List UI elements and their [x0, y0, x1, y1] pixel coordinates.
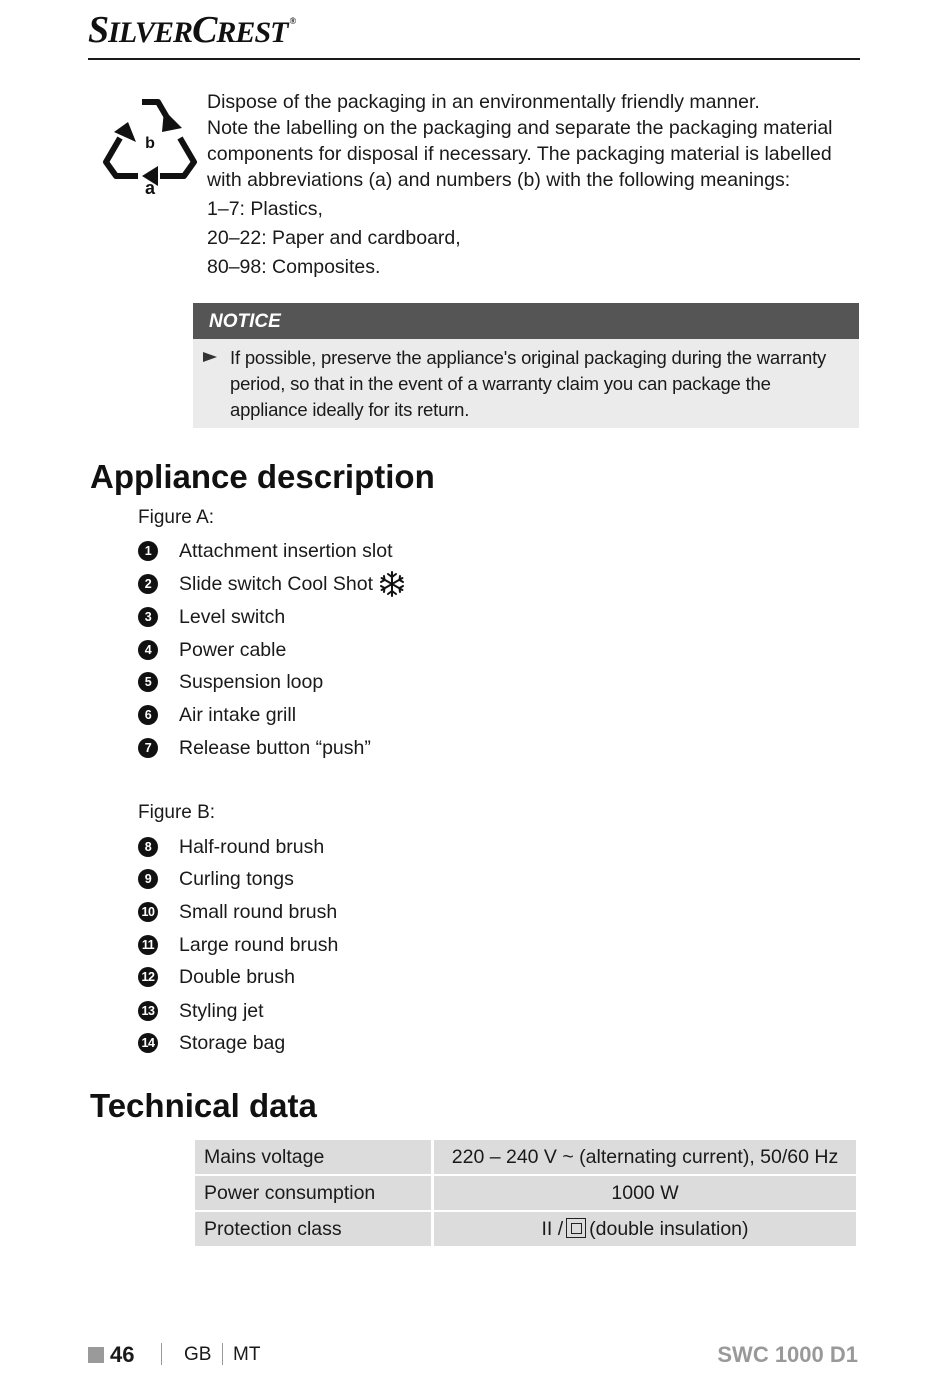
page-number: 46 — [110, 1342, 135, 1367]
item-number: 11 — [138, 935, 158, 955]
double-insulation-icon — [566, 1218, 586, 1238]
table-row — [195, 1212, 856, 1248]
technical-data-table — [195, 1140, 856, 1248]
language-gb: GB — [184, 1344, 212, 1365]
recycle-label-a: a — [144, 178, 156, 198]
item-number: 6 — [138, 705, 158, 725]
item-number: 7 — [138, 738, 158, 758]
item-label: Attachment insertion slot — [179, 539, 393, 562]
item-label: Styling jet — [179, 999, 264, 1022]
spec-label: Power consumption — [195, 1176, 431, 1212]
appliance-description-heading: Appliance description — [90, 458, 435, 495]
packaging-codes — [207, 196, 461, 283]
technical-data-heading: Technical data — [90, 1087, 317, 1124]
code-paper: 20–22: Paper and cardboard, — [207, 227, 461, 249]
disposal-line: Note the labelling on the packaging and separate the packaging material components for disposal if necessary. The packaging material is labelled with abbreviations (a) and numbers (b) with the following meanings: — [207, 117, 833, 191]
item-label: Slide switch Cool Shot — [179, 572, 374, 595]
item-label: Power cable — [179, 638, 287, 661]
list-item — [138, 635, 286, 665]
spec-value: 1000 W — [431, 1176, 856, 1212]
spec-value: 220 – 240 V ~ (alternating current), 50/60 Hz — [431, 1140, 856, 1176]
item-number: 5 — [138, 672, 158, 692]
page-marker — [88, 1347, 104, 1363]
notice-box — [193, 303, 859, 428]
model-number: SWC 1000 D1 — [717, 1342, 858, 1367]
spec-label: Protection class — [195, 1212, 431, 1248]
item-number: 8 — [138, 837, 158, 857]
item-label: Small round brush — [179, 900, 338, 923]
item-number: 10 — [138, 902, 158, 922]
item-label: Storage bag — [179, 1031, 286, 1054]
list-item — [138, 700, 296, 730]
item-number: 13 — [138, 1001, 158, 1021]
list-item — [138, 864, 294, 894]
table-row — [195, 1176, 856, 1212]
item-label: Large round brush — [179, 933, 339, 956]
code-plastics: 1–7: Plastics, — [207, 198, 323, 220]
disposal-paragraph — [207, 89, 857, 193]
recycle-label-b: b — [145, 135, 155, 152]
list-item — [138, 962, 295, 992]
item-number: 12 — [138, 967, 158, 987]
spec-label: Mains voltage — [195, 1140, 431, 1176]
list-item — [138, 1028, 285, 1058]
divider — [222, 1343, 223, 1365]
divider — [161, 1343, 162, 1365]
item-label: Double brush — [179, 965, 295, 988]
snowflake-icon — [378, 570, 406, 598]
list-item — [138, 930, 338, 960]
language-mt: MT — [233, 1344, 261, 1365]
page-footer — [88, 1340, 858, 1370]
item-label: Curling tongs — [179, 867, 294, 890]
item-label: Air intake grill — [179, 703, 297, 726]
item-number: 3 — [138, 607, 158, 627]
list-item — [138, 733, 371, 763]
item-number: 2 — [138, 574, 158, 594]
list-item — [138, 536, 393, 566]
item-label: Suspension loop — [179, 670, 324, 693]
figure-b-label: Figure B: — [138, 802, 216, 823]
code-composites: 80–98: Composites. — [207, 256, 381, 278]
item-label: Release button “push” — [179, 736, 371, 759]
notice-text: If possible, preserve the appliance's original packaging during the warranty period, so that in the event of a warranty claim you can package the appliance ideally for its return. — [230, 347, 827, 420]
disposal-line: Dispose of the packaging in an environmentally friendly manner. — [207, 91, 760, 113]
notice-title: NOTICE — [193, 303, 859, 339]
item-label: Half-round brush — [179, 835, 325, 858]
recycling-symbol-icon — [100, 90, 200, 200]
arrow-right-icon — [203, 351, 217, 363]
item-number: 1 — [138, 541, 158, 561]
list-item — [138, 667, 323, 697]
table-row — [195, 1140, 856, 1176]
item-label: Level switch — [179, 605, 286, 628]
item-number: 14 — [138, 1033, 158, 1053]
item-number: 4 — [138, 640, 158, 660]
list-item — [138, 569, 406, 599]
brand-logo: SILVERCREST ® — [88, 9, 296, 51]
list-item — [138, 832, 324, 862]
list-item — [138, 897, 337, 927]
list-item — [138, 602, 285, 632]
page-header — [88, 6, 860, 60]
figure-a-label: Figure A: — [138, 507, 215, 528]
spec-value: II / (double insulation) — [431, 1212, 856, 1248]
item-number: 9 — [138, 869, 158, 889]
list-item — [138, 996, 264, 1026]
